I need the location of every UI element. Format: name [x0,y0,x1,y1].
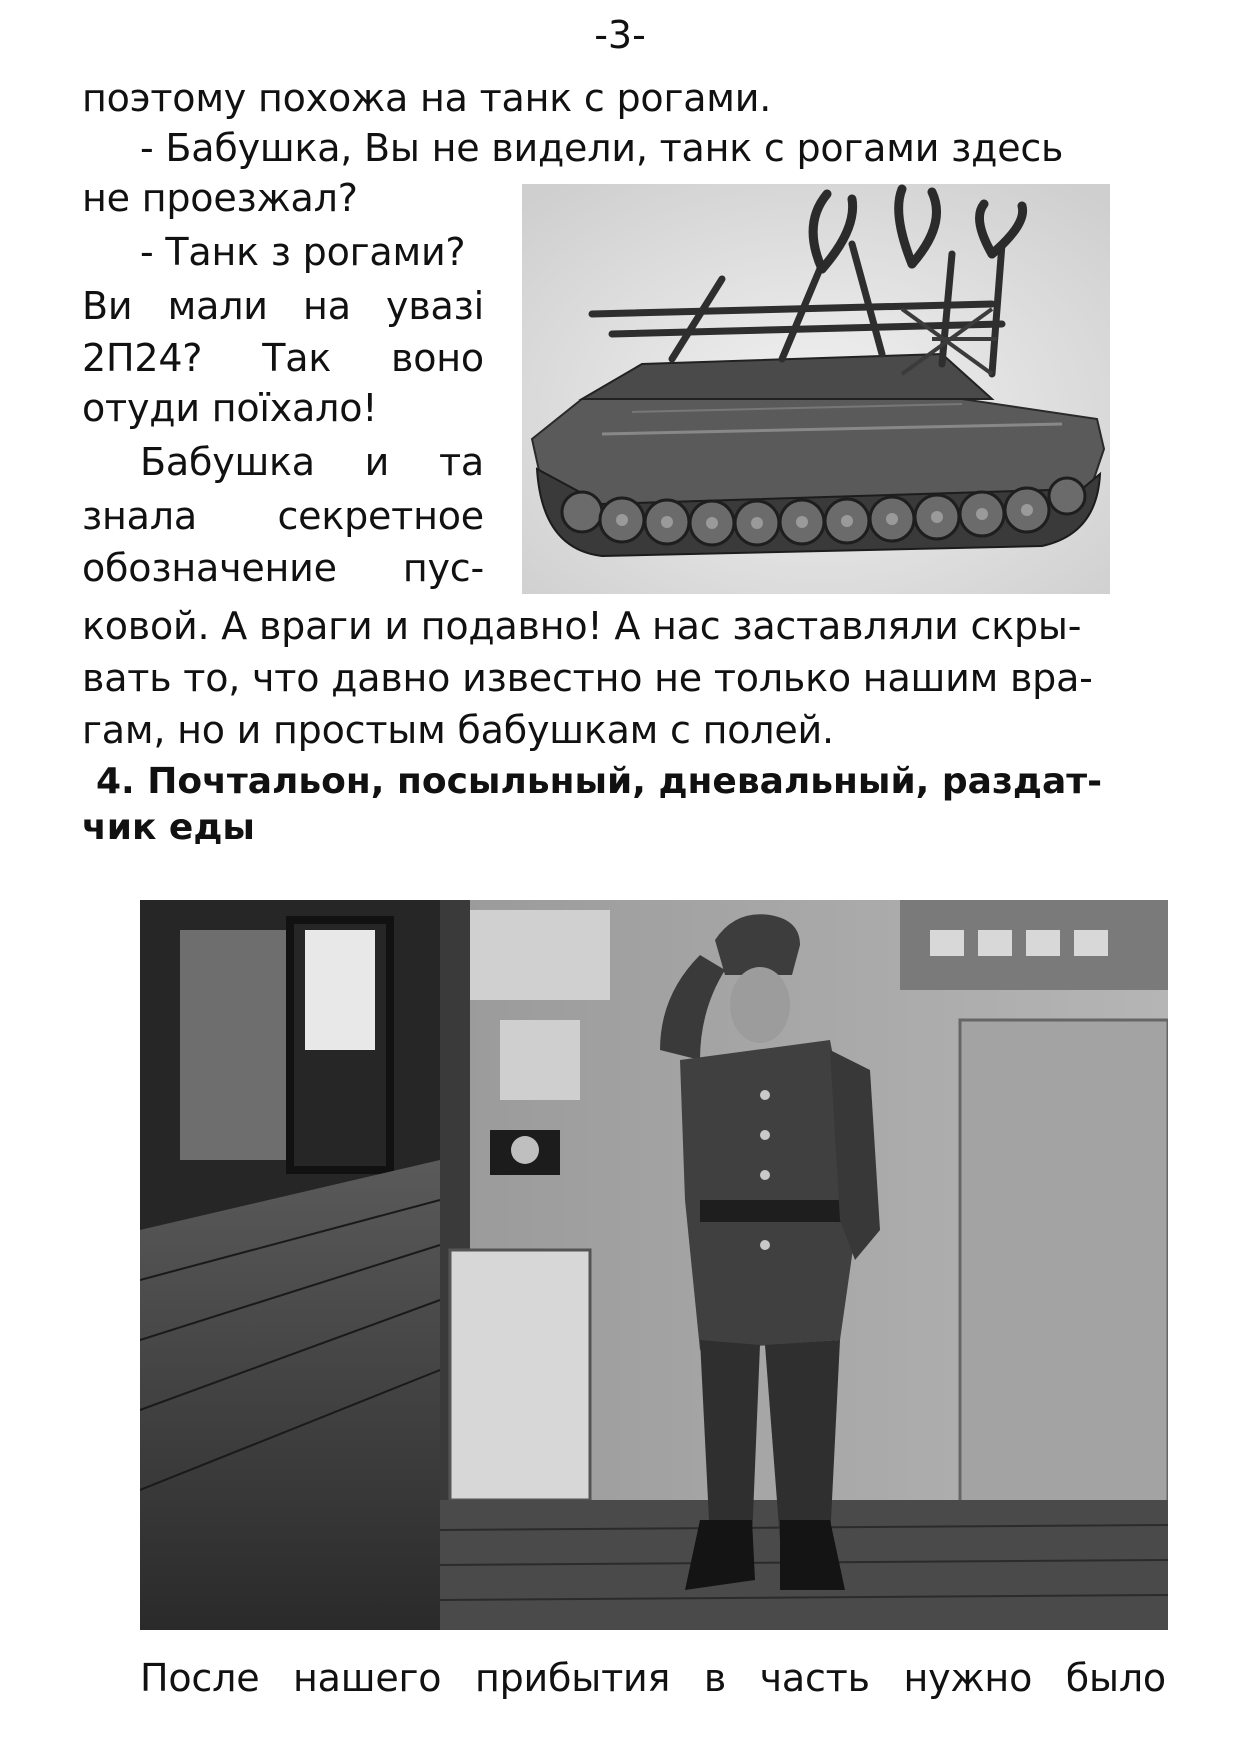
word: Так [262,336,332,380]
section-heading [96,760,1102,804]
text-line: ковой. А враги и подавно! А нас заставляли скры- [82,604,1082,648]
word: прибытия [474,1656,671,1700]
word: мали [167,284,268,328]
word: После [140,1656,260,1700]
saluting-soldier-illustration [140,900,1168,1630]
word: обозначение [82,546,337,590]
word: пус- [402,546,484,590]
word: та [438,440,484,484]
section-heading-continued: чик еды [82,807,255,848]
saluting-soldier-photo [140,900,1168,1630]
word: в [703,1656,727,1700]
text-line: - Танк з рогами? [140,230,466,274]
word: нужно [903,1656,1033,1700]
text-line: вать то, что давно известно не только нашим вра- [82,656,1093,700]
page-number: -3- [594,13,646,57]
text-line: не проезжал? [82,176,358,220]
text-line [82,492,484,540]
text-line: поэтому похожа на танк с рогами. [82,76,772,120]
text-line [82,544,484,592]
section-number: 4. [96,761,135,802]
word: Бабушка [140,440,315,484]
launcher-vehicle-illustration [522,184,1110,594]
text-line: - Бабушка, Вы не видели, танк с рогами здесь [140,126,1064,170]
text-line [140,1654,1166,1702]
word: и [364,440,390,484]
word: 2П24? [82,336,203,380]
word: знала [82,494,197,538]
word: Ви [82,284,133,328]
word: воно [391,336,484,380]
word: на [303,284,351,328]
word: увазі [386,284,484,328]
text-line [140,438,484,486]
text-line [82,282,484,330]
text-line: гам, но и простым бабушкам с полей. [82,708,834,752]
word: нашего [293,1656,442,1700]
launcher-vehicle-photo [522,184,1110,594]
word: было [1065,1656,1166,1700]
section-title-line1: Почтальон, посыльный, дневальный, раздат- [147,761,1103,802]
word: секретное [277,494,484,538]
word: часть [759,1656,870,1700]
text-line [82,334,484,382]
text-line: отуди поїхало! [82,386,378,430]
